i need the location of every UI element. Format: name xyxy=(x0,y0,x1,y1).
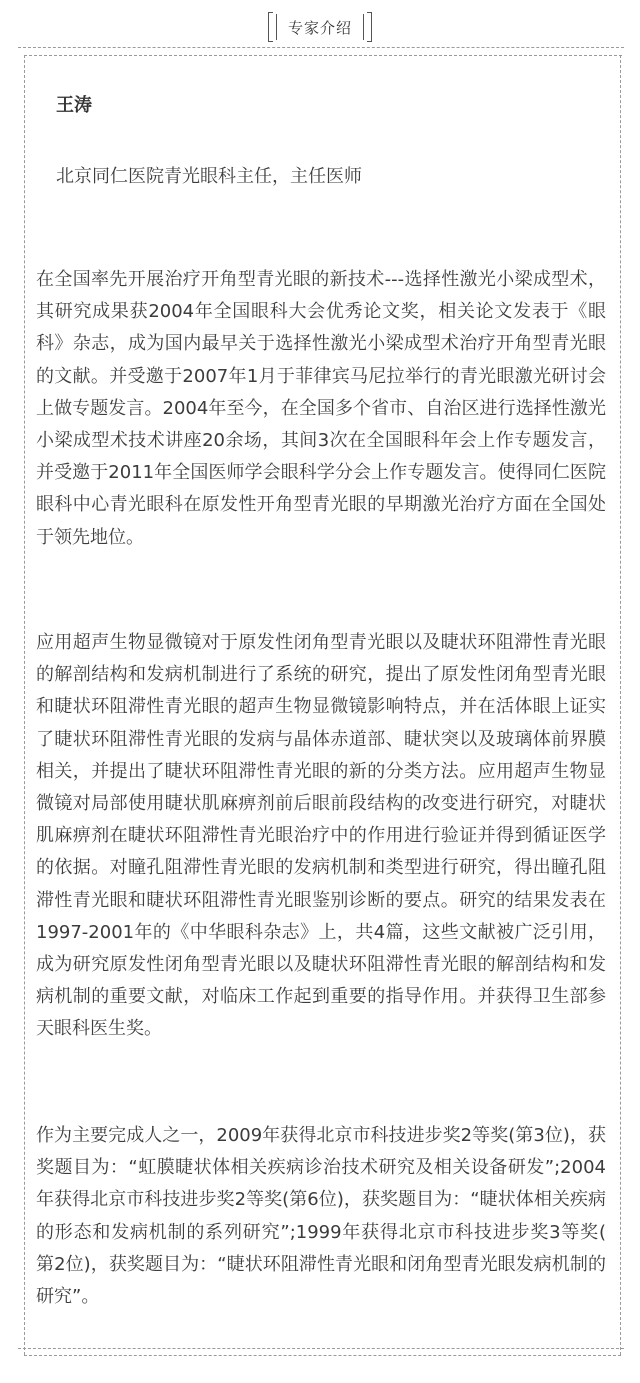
frame-border-right xyxy=(620,55,621,1355)
bio-paragraph-1: 在全国率先开展治疗开角型青光眼的新技术---选择性激光小梁成型术，其研究成果获2004年全国眼科大会优秀论文奖，相关论文发表于《眼科》杂志，成为国内最早关于选择性激光小梁成型术治疗开角型青光眼的文献。并受邀于2007年1月于菲律宾马尼拉举行的青光眼激光研讨会上做专题发言。2004年至今，在全国多个省市、自治区进行选择性激光小梁成型术技术讲座20余场，其间3次在全国眼科年会上作专题发言，并受邀于2011年全国医师学会眼科学分会上作专题发言。使得同仁医院眼科中心青光眼科在原发性开角型青光眼的早期激光治疗方面在全国处于领先地位。 xyxy=(36,269,606,548)
left-bracket-decoration xyxy=(268,12,273,42)
right-bracket-decoration xyxy=(367,12,372,42)
bio-paragraph-2: 应用超声生物显微镜对于原发性闭角型青光眼以及睫状环阻滞性青光眼的解剖结构和发病机制进行了系统的研究，提出了原发性闭角型青光眼和睫状环阻滞性青光眼的超声生物显微镜影响特点，并在活体眼上证实了睫状环阻滞性青光眼的发病与晶体赤道部、睫状突以及玻璃体前界膜相关，并提出了睫状环阻滞性青光眼的新的分类方法。应用超声生物显微镜对局部使用睫状肌麻痹剂前后眼前段结构的改变进行研究，对睫状肌麻痹剂在睫状环阻滞性青光眼治疗中的作用进行验证并得到循证医学的依据。对瞳孔阻滞性青光眼的发病机制和类型进行研究，得出瞳孔阻滞性青光眼和睫状环阻滞性青光眼鉴别诊断的要点。研究的结果发表在1997-2001年的《中华眼科杂志》上，共4篇，这些文献被广泛引用，成为研究原发性闭角型青光眼以及睫状环阻滞性青光眼的解剖结构和发病机制的重要文献，对临床工作起到重要的指导作用。并获得卫生部参天眼科医生奖。 xyxy=(36,632,606,1040)
section-title: 专家介绍 xyxy=(276,14,364,40)
frame-border-top-outer xyxy=(18,47,624,48)
section-header-tab xyxy=(268,12,372,44)
expert-title: 北京同仁医院青光眼科主任，主任医师 xyxy=(56,166,362,187)
bio-paragraph-3: 作为主要完成人之一，2009年获得北京市科技进步奖2等奖(第3位)，获奖题目为：“虹膜睫状体相关疾病诊治技术研究及相关设备研发”;2004年获得北京市科技进步奖2等奖(第6位)，获奖题目为：“睫状体相关疾病的形态和发病机制的系列研究”;1999年获得北京市科技进步奖3等奖( 第2位)，获奖题目为：“睫状环阻滞性青光眼和闭角型青光眼发病机制的研究”。 xyxy=(36,1125,606,1308)
frame-border-bottom xyxy=(24,1355,621,1356)
frame-border-top xyxy=(24,55,622,56)
expert-name: 王涛 xyxy=(56,95,92,116)
frame-border-bottom-inner xyxy=(18,1348,624,1349)
frame-border-left xyxy=(24,55,25,1355)
